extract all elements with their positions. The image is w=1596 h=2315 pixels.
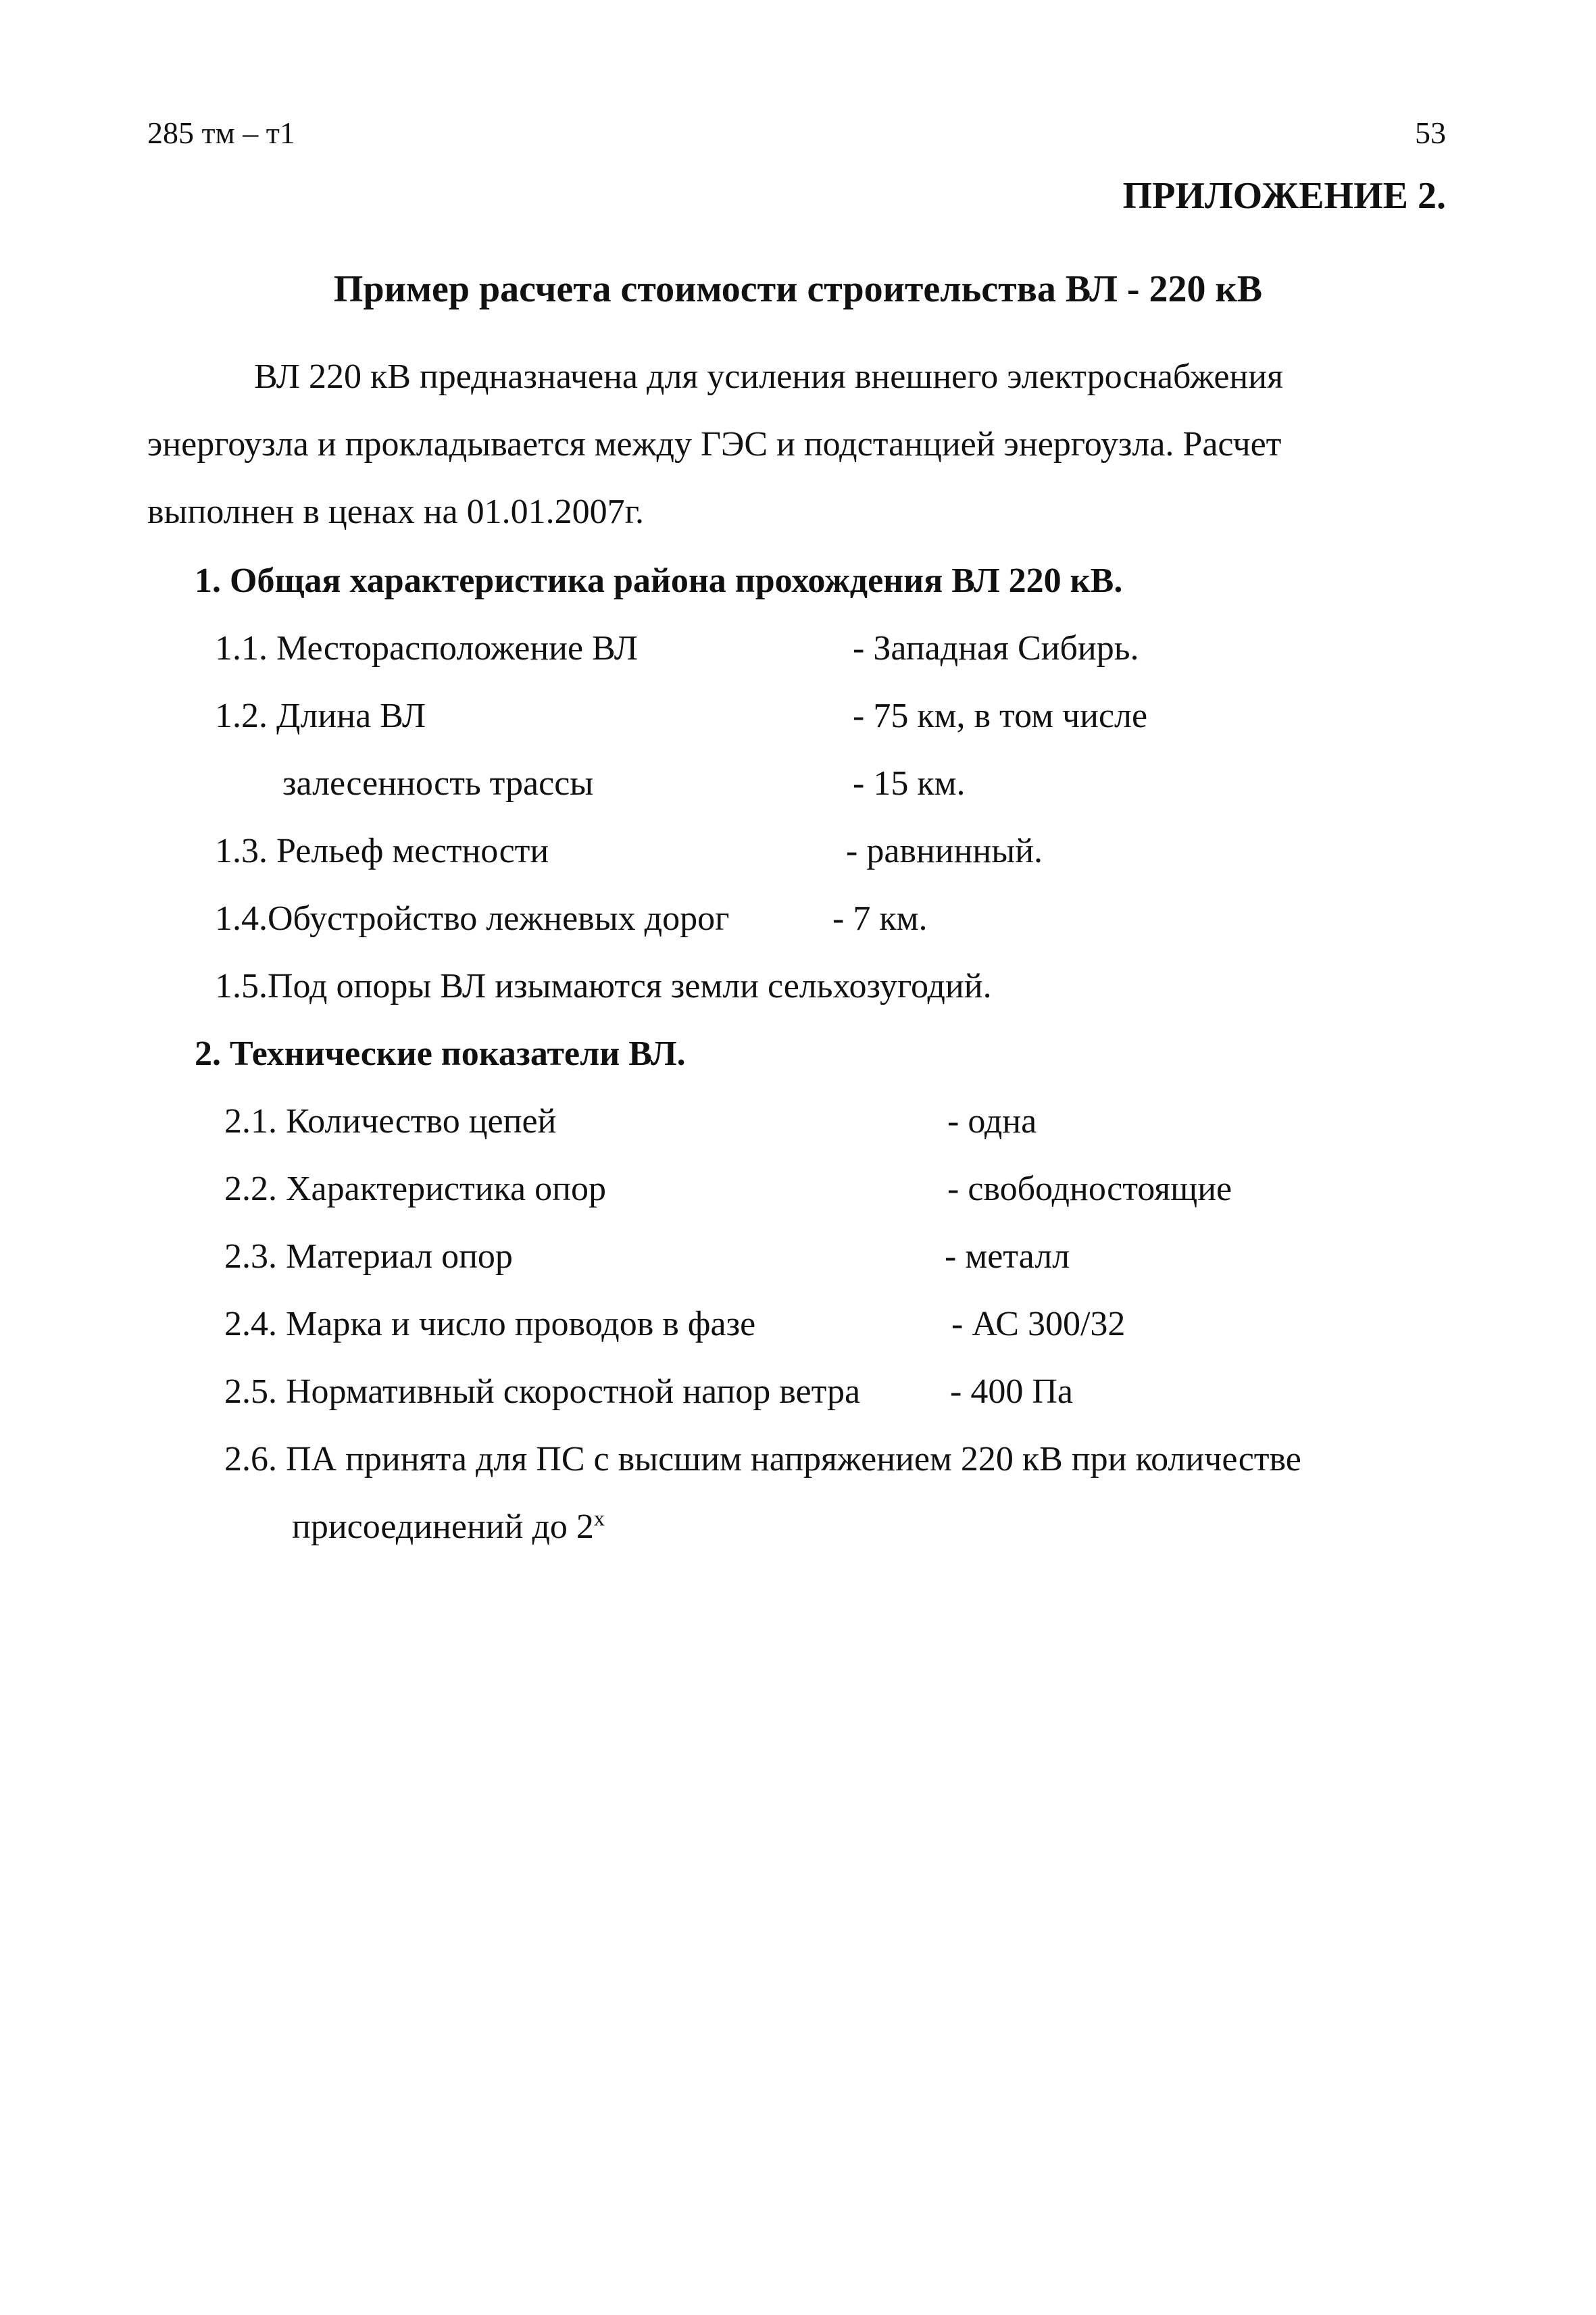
item-1-3-value: - равнинный. — [846, 832, 1043, 870]
item-2-2-label: 2.2. Характеристика опор — [224, 1170, 606, 1208]
item-1-2-sub-value: - 15 км. — [853, 764, 966, 803]
item-2-3-label: 2.3. Материал опор — [224, 1237, 513, 1276]
item-1-2-sub-label: залесенность трассы — [282, 764, 594, 803]
item-1-2-label: 1.2. Длина ВЛ — [215, 697, 426, 735]
document-code: 285 тм – т1 — [147, 116, 295, 150]
item-2-6-label: 2.6. ПА принята для ПС с высшим напряжением 220 кВ при количестве — [224, 1440, 1301, 1478]
item-2-6-continuation — [292, 1505, 605, 1546]
item-2-1-label: 2.1. Количество цепей — [224, 1102, 557, 1141]
main-title: Пример расчета стоимости строительства ВЛ - 220 кВ — [333, 268, 1263, 310]
item-2-4-label: 2.4. Марка и число проводов в фазе — [224, 1305, 756, 1343]
item-1-4-value: - 7 км. — [832, 899, 928, 938]
superscript-x: х — [593, 1505, 605, 1530]
item-2-3-value: - металл — [945, 1237, 1070, 1276]
item-1-3-label: 1.3. Рельеф местности — [215, 832, 549, 870]
intro-line-3: выполнен в ценах на 01.01.2007г. — [147, 493, 645, 531]
item-1-5-label: 1.5.Под опоры ВЛ изымаются земли сельхозугодий. — [215, 967, 992, 1005]
item-1-2-value: - 75 км, в том числе — [853, 697, 1148, 735]
item-2-4-value: - АС 300/32 — [951, 1305, 1126, 1343]
section-1-heading: 1. Общая характеристика района прохождения ВЛ 220 кВ. — [195, 562, 1123, 600]
item-2-6-continuation-text: присоединений до 2 — [292, 1508, 594, 1546]
intro-line-2: энергоузла и прокладывается между ГЭС и подстанцией энергоузла. Расчет — [147, 425, 1282, 464]
item-1-4-label: 1.4.Обустройство лежневых дорог — [215, 899, 730, 938]
item-2-1-value: - одна — [947, 1102, 1037, 1141]
appendix-title: ПРИЛОЖЕНИЕ 2. — [1122, 175, 1446, 217]
item-2-5-value: - 400 Па — [950, 1372, 1073, 1411]
item-1-1-label: 1.1. Месторасположение ВЛ — [215, 629, 639, 668]
page-number: 53 — [1415, 116, 1446, 150]
item-2-5-label: 2.5. Нормативный скоростной напор ветра — [224, 1372, 861, 1411]
intro-line-1: ВЛ 220 кВ предназначена для усиления внешнего электроснабжения — [254, 357, 1283, 396]
item-1-1-value: - Западная Сибирь. — [853, 629, 1139, 668]
section-2-heading: 2. Технические показатели ВЛ. — [195, 1035, 686, 1073]
item-2-2-value: - свободностоящие — [947, 1170, 1232, 1208]
